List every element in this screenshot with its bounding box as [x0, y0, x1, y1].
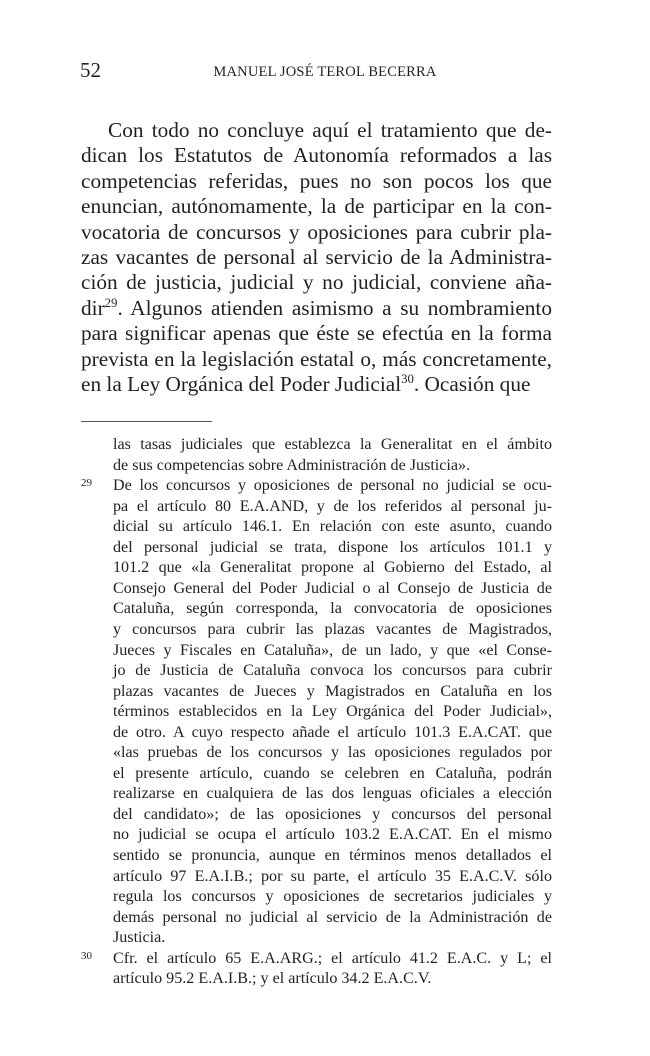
body-line-text: en la Ley Orgánica del Poder Judicial [81, 372, 402, 396]
body-line-text: Con todo no concluye aquí el tratamiento que de- [108, 118, 552, 142]
footnote-line: de otro. A cuyo respecto añade el artículo 101.3 E.A.CAT. que [113, 723, 552, 741]
footnote-line: artículo 95.2 E.A.I.B.; y el artículo 34.2 E.A.C.V. [113, 970, 432, 988]
footnote-separator [81, 421, 212, 422]
body-line [81, 220, 552, 245]
body-line [81, 347, 552, 372]
footnote-line: las tasas judiciales que establezca la Generalitat en el ámbito [113, 436, 552, 453]
running-head: MANUEL JOSÉ TEROL BECERRA [213, 64, 437, 80]
footnote-line: dicial su artículo 146.1. En relación con este asunto, cuando [113, 518, 552, 536]
body-line [81, 321, 552, 346]
footnote-number: 29 [81, 477, 92, 490]
footnote-line: jo de Justicia de Cataluña convoca los concursos para cubrir [113, 662, 552, 680]
footnote-line: Jueces y Fiscales en Cataluña», de un lado, y que «el Conse- [113, 641, 552, 659]
body-line [108, 118, 552, 143]
footnote-line: el presente artículo, cuando se celebren en Cataluña, podrán [113, 764, 552, 782]
body-line-text: dican los Estatutos de Autonomía reformados a las [81, 143, 552, 168]
footnote-line: regula los concursos y oposiciones de secretarios judiciales y [113, 888, 552, 906]
body-line [81, 169, 552, 194]
footnote-number: 30 [81, 949, 92, 962]
footnote-line: del candidato»; de las oposiciones y concursos del personal [113, 805, 552, 823]
footnote-line: realizarse en cualquiera de las dos lenguas oficiales a elección [113, 785, 552, 803]
footnote-line: y concursos para cubrir las plazas vacantes de Magistrados, [113, 620, 552, 638]
body-line [81, 194, 552, 219]
body-line-text: dir [81, 295, 105, 320]
footnote-line: pa el artículo 80 E.A.AND, y de los referidos al personal ju- [113, 497, 552, 515]
footnote-line: artículo 97 E.A.I.B.; por su parte, el artículo 35 E.A.C.V. sólo [113, 867, 552, 885]
footnote-line: «las pruebas de los concursos y las oposiciones regulados por [113, 744, 552, 762]
footnote-line: Cataluña, según corresponda, la convocatoria de oposiciones [113, 600, 552, 618]
footnote-line: De los concursos y oposiciones de personal no judicial se ocu- [113, 477, 552, 495]
page-number: 52 [80, 58, 101, 82]
footnote-line: términos establecidos en la Ley Orgánica del Poder Judicial», [113, 703, 552, 721]
footnote-line: Consejo General del Poder Judicial o al Consejo de Justicia de [113, 579, 552, 597]
body-line-text: . Ocasión que [413, 372, 531, 396]
footnote-line: del personal judicial se trata, dispone los artículos 101.1 y [113, 538, 552, 556]
body-line-text: ción de justicia, judicial y no judicial, conviene aña- [81, 270, 552, 295]
body-line [81, 143, 552, 168]
body-line-text: . Algunos atienden asimismo a su nombramiento [117, 295, 552, 320]
footnote-line: Justicia. [113, 929, 166, 947]
body-line [81, 372, 552, 397]
footnote-line: demás personal no judicial al servicio de la Administración de [113, 908, 552, 926]
footnote-line: de sus competencias sobre Administración de Justicia». [113, 456, 471, 474]
body-line [81, 296, 552, 321]
body-line [81, 245, 552, 270]
body-line [81, 270, 552, 295]
footnote-line: sentido se pronuncia, aunque en términos menos detallados el [113, 847, 552, 864]
footnote-line: Cfr. el artículo 65 E.A.ARG.; el artículo 41.2 E.A.C. y L; el [113, 949, 552, 967]
footnote-reference: 30 [401, 372, 414, 387]
body-line-text: enuncian, autónomamente, la de participar en la con- [81, 194, 552, 219]
body-line-text: prevista en la legislación estatal o, más concretamente, [81, 346, 552, 371]
body-line-text: vocatoria de concursos y oposiciones para cubrir pla- [81, 219, 552, 244]
footnote-reference: 29 [104, 296, 118, 311]
footnote-line: plazas vacantes de Jueces y Magistrados en Cataluña en los [113, 682, 552, 700]
footnote-line: no judicial se ocupa el artículo 103.2 E.A.CAT. En el mismo [113, 826, 552, 844]
footnote-line: 101.2 que «la Generalitat propone al Gobierno del Estado, al [113, 559, 552, 577]
body-line-text: zas vacantes de personal al servicio de la Administra- [81, 245, 552, 269]
body-line-text: competencias referidas, pues no son pocos los que [81, 168, 552, 193]
body-line-text: para significar apenas que éste se efectúa en la forma [81, 321, 552, 346]
